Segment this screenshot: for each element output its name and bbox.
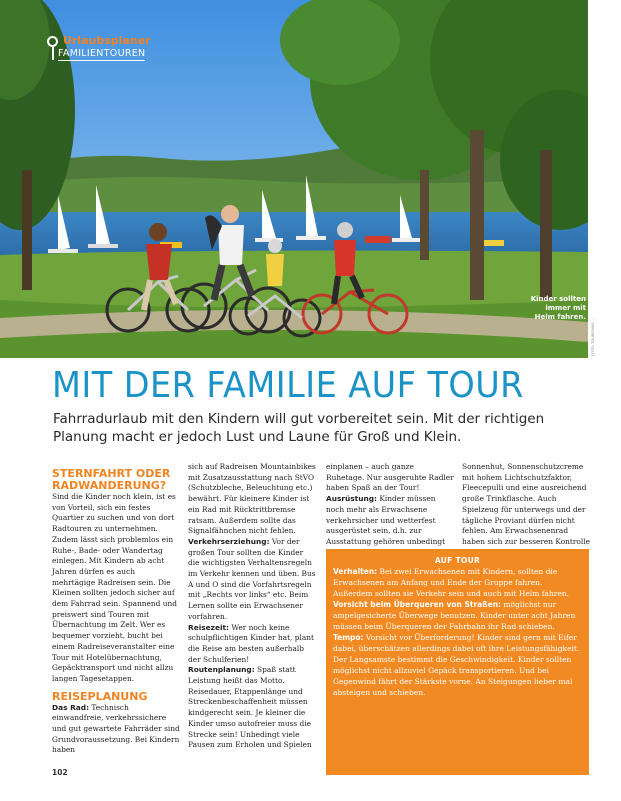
paragraph: Sind die Kinder noch klein, ist es von Vorteil, sich ein festes Quartier zu suchen und von dort Radtouren zu unternehmen. Zudem lässt sich problemlos ein Ruhe-, Bade- oder Wandertag einlegen. Mit Kindern ab acht Jahren dürfen es auch mehrtägige Radreisen sein. Die Kleinen sollten jedoch sicher auf dem Fahrrad sein. Spannend und preiswert sind Touren mit Übernachtung im Zelt. Wer es bequemer vorzieht, bucht bei einem Radreiseveranstalter eine Tour mit Hotelübernachtung, Gepäcktransport und nicht allzu langen Tagesetappen. [52, 492, 177, 683]
brand-subtitle: FAMILIENTOUREN [58, 48, 146, 59]
photo-credit: FOTO: TOURISMUS ... [591, 317, 595, 356]
lead-paragraph: Fahrradurlaub mit den Kindern will gut vorbereitet sein. Mit der richtigen Planung macht er jedoch Lust und Laune für Groß und Klein. [53, 411, 545, 445]
info-box-title: AUF TOUR [434, 556, 481, 565]
paragraph [188, 665, 316, 751]
keyword: Routenplanung: [188, 665, 255, 675]
keyword: Tempo: [333, 633, 364, 642]
text-column-1 [52, 468, 180, 756]
brand-title: Urlaubsplaner [63, 34, 151, 47]
headline: MIT DER FAMILIE AUF TOUR [52, 365, 524, 406]
paragraph-text: Bei zwei Erwachsenen mit Kindern, sollten die Erwachsenen am Anfang und Ende der Gruppe fahren. Außerdem sollten sie Verkehr sein und auch mit Helm fahren. [333, 567, 570, 598]
keyword: Verhalten: [333, 567, 378, 576]
section-heading-sternfahrt: STERNFAHRT ODER RADWANDERUNG? [52, 467, 171, 492]
paragraph-text: Spaß statt Leistung heißt das Motto. Reisedauer, Etappenlänge und Streckenbeschaffenheit müssen kindgerecht sein. Je kleiner die Kinder umso autofreier muss die Strecke sein! Unbedingt viele Pausen zum Erholen und Spielen [188, 665, 312, 750]
info-paragraph [333, 632, 582, 698]
paragraph [188, 537, 316, 623]
photo-caption: Kinder sollten immer mit Helm fahren. [530, 295, 586, 321]
keyword: Reisezeit: [188, 622, 229, 632]
text-column-2 [188, 462, 316, 751]
paragraph-text: Sonnenhut, Sonnenschutzcreme mit hohem Lichtschutzfaktor, Fleecepulli und eine ausreichend große Trinkflasche. Auch Spielzeug für unterwegs und der tägliche Proviant dürfen nicht fehlen. Am Erwachsenenrad haben sich zur besseren Kontrolle [462, 462, 590, 546]
section-heading-reiseplanung: REISEPLANUNG [52, 689, 148, 703]
keyword: Vorsicht beim Überqueren von Straßen: [333, 600, 502, 609]
info-box-auf-tour [326, 549, 589, 775]
paragraph-text: Technisch einwandfreie, verkehrssichere und gut gewartete Fahrräder sind Grundvoraussetzung. Bei Kindern haben [52, 702, 180, 755]
paragraph [52, 703, 180, 757]
keyword: Ausrüstung: [326, 494, 377, 504]
location-pin-icon [47, 36, 58, 47]
info-paragraph [333, 599, 582, 632]
paragraph-text: Vor der großen Tour sollten die Kinder die wichtigsten Verhaltensregeln im Verkehr kennen und üben. Bus A und O sind die Vorfahrtsregeln mit „Rechts vor links“ etc. Beim Lernen sollte ein Erwachsener vorfahren. [188, 536, 316, 621]
keyword: Verkehrserziehung: [188, 536, 270, 546]
page-number: 102 [52, 768, 68, 777]
keyword: Das Rad: [52, 702, 90, 712]
paragraph-text: möglichst nur ampelgesicherte Überwege benutzen. Kinder unter acht Jahren müssen beim Überqueren der Fahrbahn ihr Rad schieben. [333, 600, 576, 631]
paragraph: einplanen – auch ganze Ruhetage. Nur ausgeruhte Radler haben Spaß an der Tour! [326, 462, 454, 493]
paragraph [188, 623, 316, 666]
paragraph-text: Vorsicht vor Überforderung! Kinder sind gern mit Eifer dabei, überschätzen allerdings dabei oft ihre Leistungsfähigkeit. Der Langsamste bestimmt die Geschwindigkeit. Kinder sollten möglichst nicht allzuviel Gepäck transportieren. Und bei Gegenwind fährt der Stärkste vorne. An Steigungen lieber mal absteigen und schieben. [333, 633, 580, 697]
paragraph-text: Kinder müssen noch mehr als Erwachsene verkehrsicher und wetterfest ausgerüstet sein, d.h. zur Ausstattung gehören unbedingt [326, 494, 446, 546]
paragraph-text: Wer noch keine schulpflichtigen Kinder hat, plant die Reise am besten außerhalb der Schulferien! [188, 622, 314, 664]
paragraph: sich auf Radreisen Mountainbikes mit Zusatzausstattung nach StVO (Schutzbleche, Beleuchtung etc.) bewährt. Für kleinere Kinder ist ein Rad mit Rücktrittbremse ratsam. Außerdem sollte das Signalfähnchen nicht fehlen. [188, 462, 316, 536]
info-paragraph [333, 566, 582, 599]
